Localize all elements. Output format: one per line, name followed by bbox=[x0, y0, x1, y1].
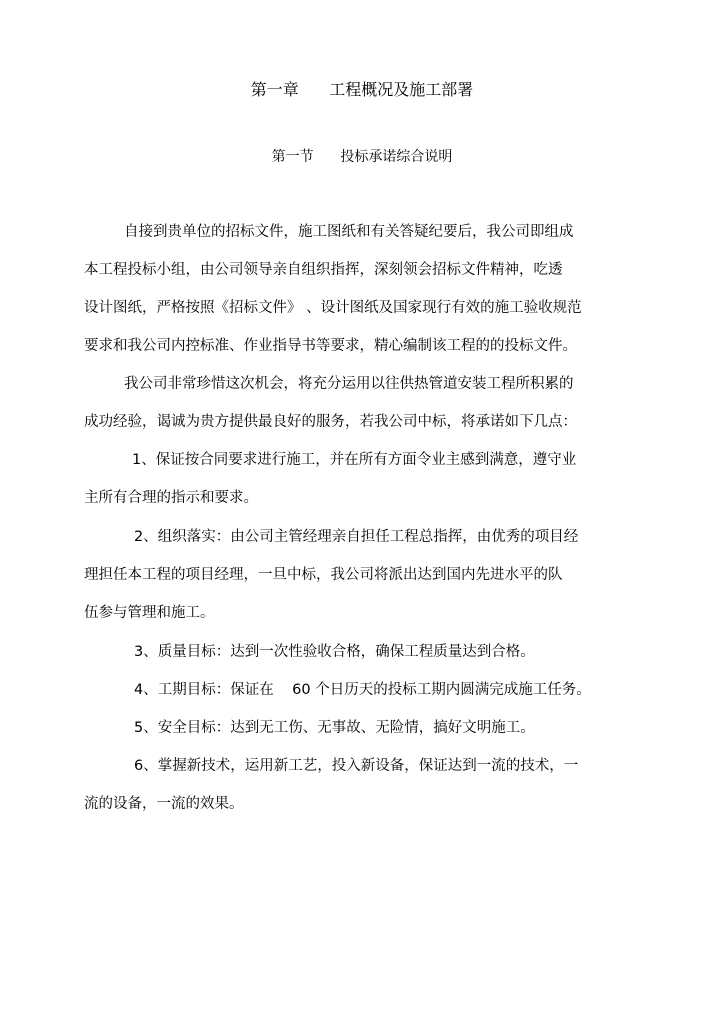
list-item-line: 3、质量目标：达到一次性验收合格，确保工程质量达到合格。 bbox=[134, 644, 535, 660]
list-item-line: 流的设备，一流的效果。 bbox=[84, 796, 244, 812]
list-item-line: 1、保证按合同要求进行施工，并在所有方面令业主感到满意，遵守业 bbox=[132, 452, 577, 468]
list-item-line: 2、组织落实：由公司主管经理亲自担任工程总指挥，由优秀的项目经 bbox=[134, 529, 579, 545]
paragraph-line: 设计图纸，严格按照《招标文件》 、设计图纸及国家现行有效的施工验收规范 bbox=[84, 300, 582, 316]
list-item-line: 5、安全目标：达到无工伤、无事故、无险情，搞好文明施工。 bbox=[134, 720, 535, 736]
section-title: 第一节 投标承诺综合说明 bbox=[271, 149, 453, 165]
paragraph-line: 我公司非常珍惜这次机会，将充分运用以往供热管道安装工程所积累的 bbox=[124, 376, 574, 392]
list-item-line: 6、掌握新技术，运用新工艺，投入新设备，保证达到一流的技术，一 bbox=[134, 758, 579, 774]
list-item-line: 4、工期目标：保证在 60 个日历天的投标工期内圆满完成施工任务。 bbox=[134, 682, 591, 698]
list-item-line: 理担任本工程的项目经理，一旦中标，我公司将派出达到国内先进水平的队 bbox=[84, 567, 563, 583]
list-item-line: 主所有合理的指示和要求。 bbox=[84, 490, 258, 506]
paragraph-line: 要求和我公司内控标准、作业指导书等要求，精心编制该工程的的投标文件。 bbox=[84, 338, 577, 354]
chapter-title: 第一章 工程概况及施工部署 bbox=[250, 80, 474, 99]
list-item-line: 伍参与管理和施工。 bbox=[84, 605, 215, 621]
paragraph-line: 成功经验，谒诚为贵方提供最良好的服务，若我公司中标，将承诺如下几点： bbox=[84, 414, 577, 430]
paragraph-line: 本工程投标小组，由公司领导亲自组织指挥，深刻领会招标文件精神，吃透 bbox=[84, 262, 563, 278]
paragraph-line: 自接到贵单位的招标文件，施工图纸和有关答疑纪要后，我公司即组成 bbox=[124, 224, 574, 240]
